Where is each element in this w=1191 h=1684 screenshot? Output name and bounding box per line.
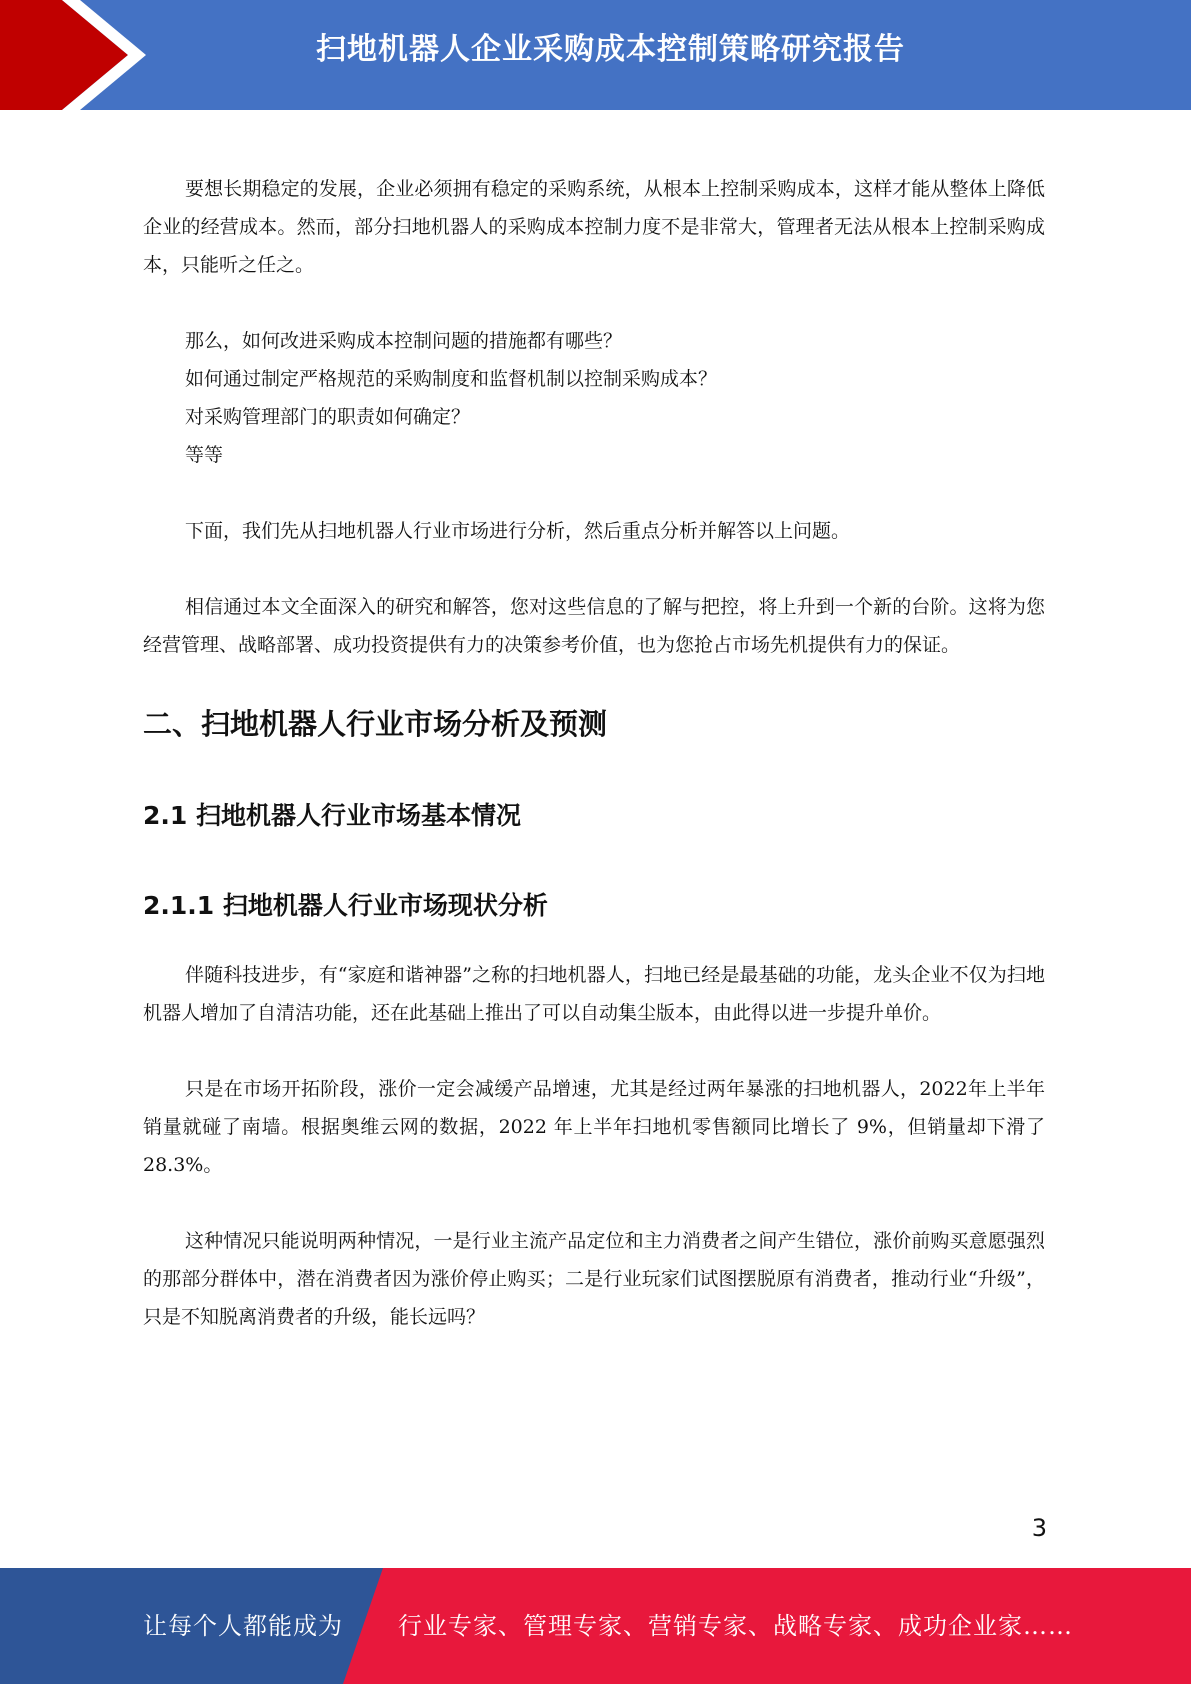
section-2-1-1-heading: 2.1.1 扫地机器人行业市场现状分析	[143, 891, 548, 920]
header-arrow-decoration	[0, 0, 160, 110]
page-number: 3	[1031, 1514, 1047, 1542]
question-line-2: 如何通过制定严格规范的采购制度和监督机制以控制采购成本？	[185, 368, 718, 390]
page-header	[0, 0, 1191, 110]
question-line-4: 等等	[185, 444, 224, 466]
section-2-heading: 二、扫地机器人行业市场分析及预测	[143, 707, 608, 741]
analysis-paragraph-2: 只是在市场开拓阶段，涨价一定会减缓产品增速，尤其是经过两年暴涨的扫地机器人，2022年上半年销量就碰了南墙。根据奥维云网的数据，2022 年上半年扫地机零售额同比增长了 9%，但销量却下滑了 28.3%。	[143, 1078, 1045, 1176]
main-content	[143, 170, 1045, 1336]
intro-paragraph-2: 下面，我们先从扫地机器人行业市场进行分析，然后重点分析并解答以上问题。	[185, 520, 851, 542]
page-footer	[0, 1568, 1191, 1684]
analysis-paragraph-1: 伴随科技进步，有“家庭和谐神器”之称的扫地机器人，扫地已经是最基础的功能，龙头企业不仅为扫地机器人增加了自清洁功能，还在此基础上推出了可以自动集尘版本，由此得以进一步提升单价。	[143, 964, 1045, 1024]
report-title: 扫地机器人企业采购成本控制策略研究报告	[316, 32, 905, 67]
footer-slogan-left: 让每个人都能成为	[143, 1612, 343, 1640]
intro-paragraph-1: 要想长期稳定的发展，企业必须拥有稳定的采购系统，从根本上控制采购成本，这样才能从整体上降低企业的经营成本。然而，部分扫地机器人的采购成本控制力度不是非常大，管理者无法从根本上控制采购成本，只能听之任之。	[143, 178, 1045, 276]
section-2-1-heading: 2.1 扫地机器人行业市场基本情况	[143, 801, 521, 830]
question-line-1: 那么，如何改进采购成本控制问题的措施都有哪些？	[185, 330, 623, 352]
analysis-paragraph-3: 这种情况只能说明两种情况，一是行业主流产品定位和主力消费者之间产生错位，涨价前购买意愿强烈的那部分群体中，潜在消费者因为涨价停止购买；二是行业玩家们试图摆脱原有消费者，推动行业“升级”，只是不知脱离消费者的升级，能长远吗？	[143, 1230, 1045, 1328]
question-line-3: 对采购管理部门的职责如何确定？	[185, 406, 471, 428]
intro-paragraph-3: 相信通过本文全面深入的研究和解答，您对这些信息的了解与把控，将上升到一个新的台阶。这将为您经营管理、战略部署、成功投资提供有力的决策参考价值，也为您抢占市场先机提供有力的保证。	[143, 596, 1045, 656]
footer-slogan-right: 行业专家、管理专家、营销专家、战略专家、成功企业家……	[398, 1612, 1073, 1640]
